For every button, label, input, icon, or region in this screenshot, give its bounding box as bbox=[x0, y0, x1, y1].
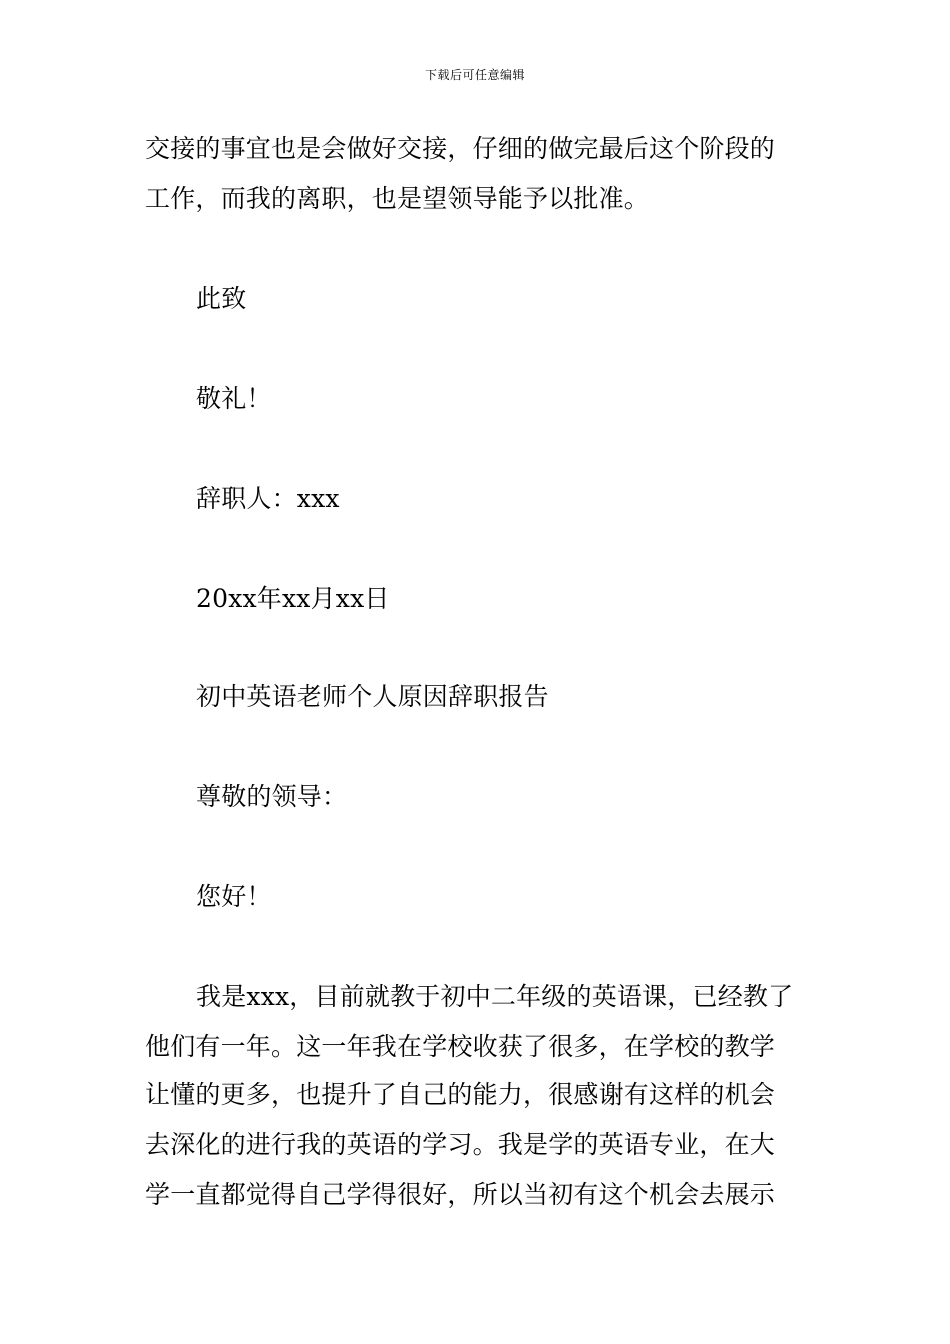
date-line: 20xx年xx月xx日 bbox=[196, 584, 390, 613]
paragraph-line: 让懂的更多，也提升了自己的能力，很感谢有这样的机会 bbox=[145, 1080, 776, 1109]
paragraph-line: 学一直都觉得自己学得很好，所以当初有这个机会去展示 bbox=[145, 1180, 776, 1209]
section-title: 初中英语老师个人原因辞职报告 bbox=[196, 682, 549, 711]
greeting-line: 尊敬的领导： bbox=[196, 782, 348, 811]
signer-line: 辞职人：xxx bbox=[196, 484, 340, 513]
paragraph-line: 交接的事宜也是会做好交接，仔细的做完最后这个阶段的 bbox=[145, 134, 776, 163]
salutation: 敬礼！ bbox=[196, 384, 272, 413]
page-header-note: 下载后可任意编辑 bbox=[424, 68, 525, 82]
paragraph-line: 我是xxx，目前就教于初中二年级的英语课，已经教了 bbox=[196, 982, 794, 1011]
paragraph-line: 工作，而我的离职，也是望领导能予以批准。 bbox=[145, 184, 650, 213]
paragraph-line: 他们有一年。这一年我在学校收获了很多，在学校的教学 bbox=[145, 1032, 776, 1061]
hello-line: 您好！ bbox=[196, 882, 272, 911]
closing-phrase: 此致 bbox=[196, 284, 247, 313]
paragraph-line: 去深化的进行我的英语的学习。我是学的英语专业，在大 bbox=[145, 1130, 776, 1159]
